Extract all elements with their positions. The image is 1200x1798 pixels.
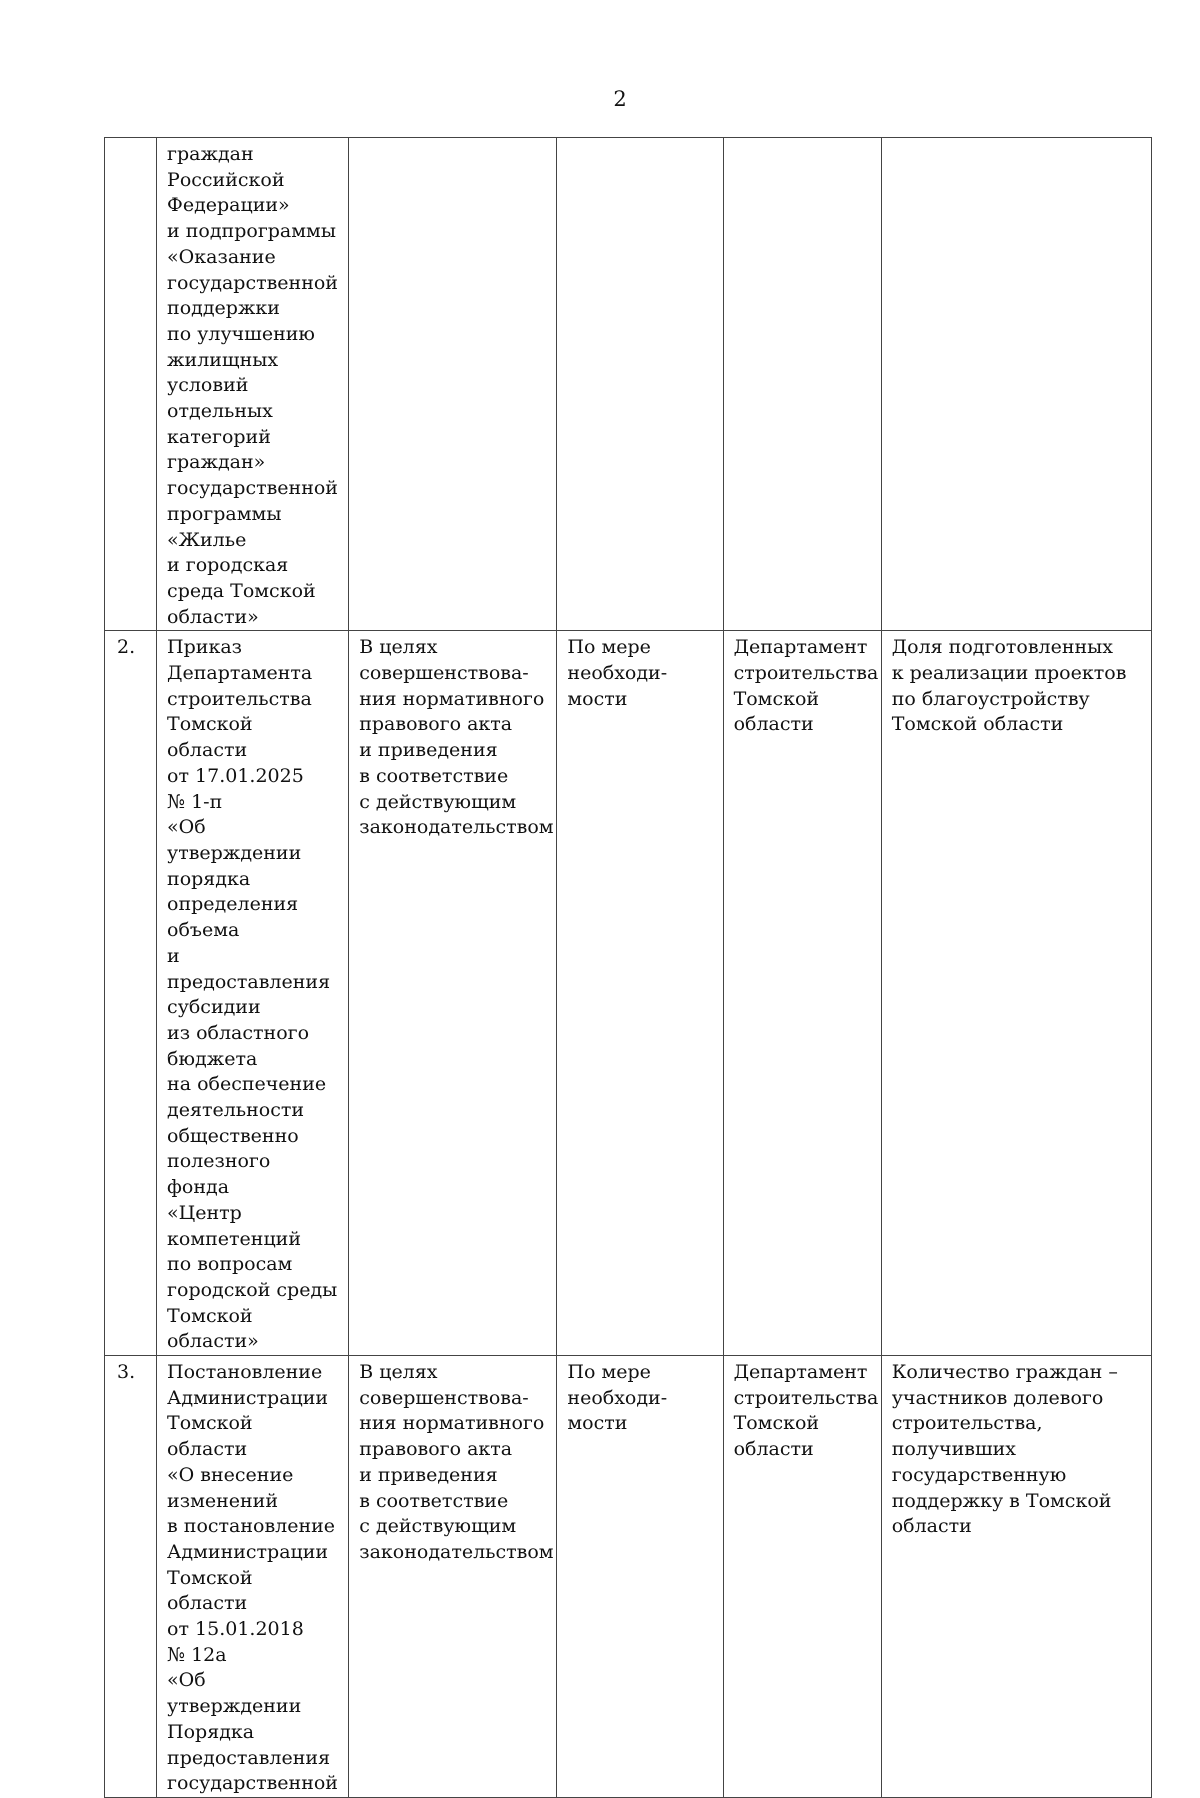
page-number: 2 xyxy=(613,87,627,111)
table-row xyxy=(105,138,1152,631)
deadline-cell xyxy=(557,138,723,631)
row-number-cell xyxy=(105,138,157,631)
purpose-cell: В целях совершенствова- ния нормативного правового акта и приведения в соответствие с действующим законодательством xyxy=(349,1356,557,1798)
purpose-cell xyxy=(349,138,557,631)
responsible-cell: Департамент строительства Томской области xyxy=(723,631,881,1356)
deadline-cell: По мере необходи- мости xyxy=(557,631,723,1356)
deadline-cell: По мере необходи- мости xyxy=(557,1356,723,1798)
responsible-cell: Департамент строительства Томской области xyxy=(723,1356,881,1798)
row-number-cell: 2. xyxy=(105,631,157,1356)
indicator-cell: Количество граждан – участников долевого строительства, получивших государственную поддержку в Томской области xyxy=(881,1356,1151,1798)
responsible-cell xyxy=(723,138,881,631)
table-row xyxy=(105,1356,1152,1798)
purpose-cell: В целях совершенствова- ния нормативного правового акта и приведения в соответствие с действующим законодательством xyxy=(349,631,557,1356)
indicator-cell xyxy=(881,138,1151,631)
document-cell: граждан Российской Федерации» и подпрограммы «Оказание государственной поддержки по улучшению жилищных условий отдельных категорий граждан» государственной программы «Жилье и городская среда Томской области» xyxy=(157,138,349,631)
document-cell: Приказ Департамента строительства Томской области от 17.01.2025 № 1-п «Об утверждении порядка определения объема и предоставления субсидии из областного бюджета на обеспечение деятельности общественно полезного фонда «Центр компетенций по вопросам городской среды Томской области» xyxy=(157,631,349,1356)
measures-table xyxy=(104,137,1152,1798)
row-number-cell: 3. xyxy=(105,1356,157,1798)
table-row xyxy=(105,631,1152,1356)
document-cell: Постановление Администрации Томской области «О внесение изменений в постановление Администрации Томской области от 15.01.2018 № 12а «Об утверждении Порядка предоставления государственной xyxy=(157,1356,349,1798)
indicator-cell: Доля подготовленных к реализации проектов по благоустройству Томской области xyxy=(881,631,1151,1356)
